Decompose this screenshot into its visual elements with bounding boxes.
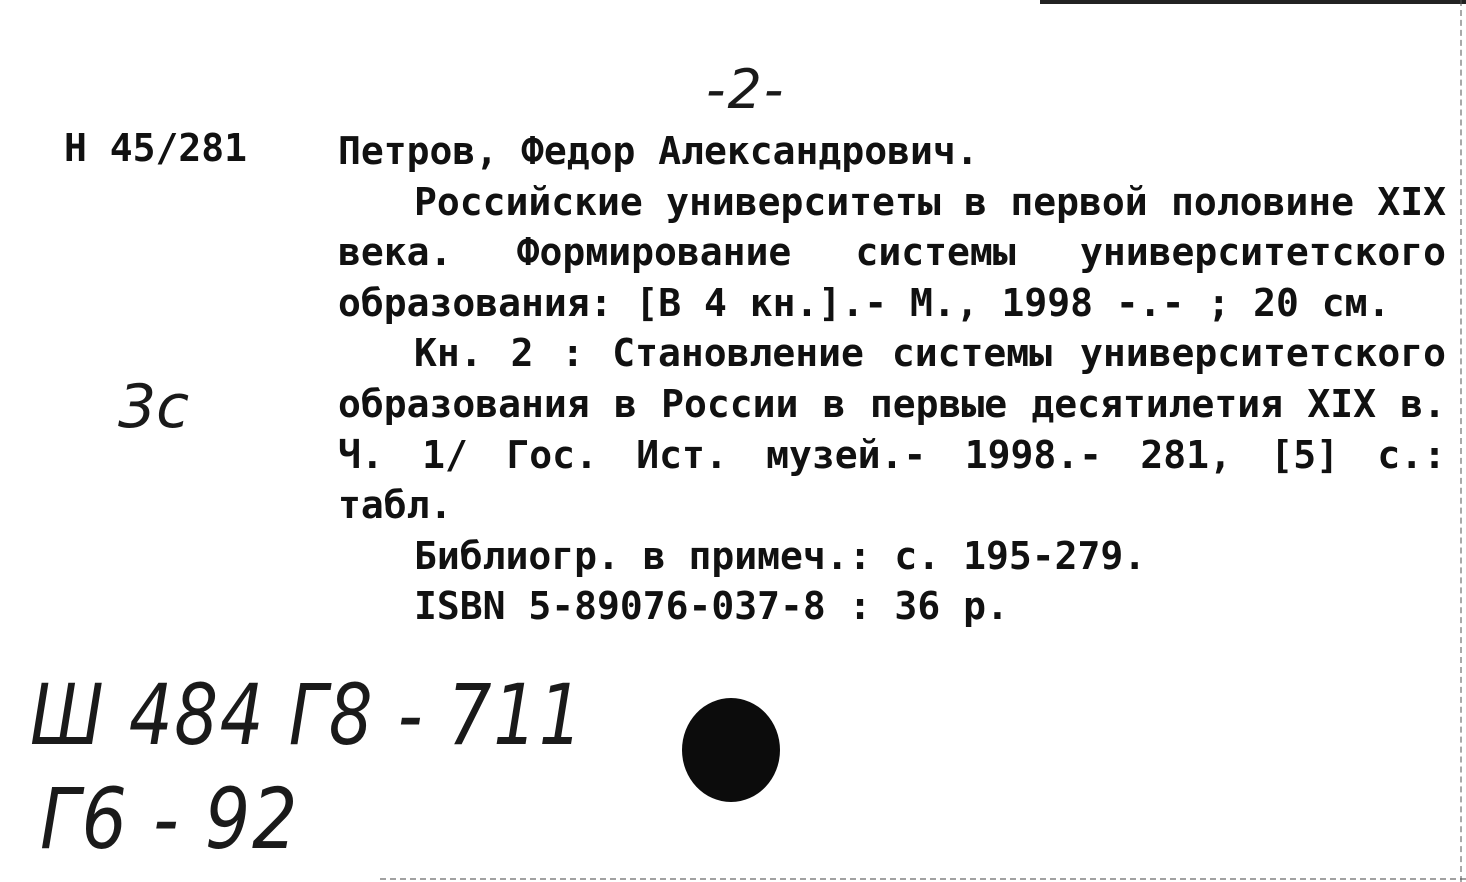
shelf-mark-primary: Ш 484 Г8 - 711 bbox=[30, 666, 585, 764]
author-heading: Петров, Федор Александрович. bbox=[338, 129, 979, 173]
card-top-edge bbox=[1040, 0, 1466, 4]
punched-hole bbox=[682, 698, 780, 802]
card-bottom-edge bbox=[380, 878, 1466, 881]
bibliography-note: Библиогр. в примеч.: с. 195-279. bbox=[414, 533, 1147, 578]
title-description: Российские университеты в первой половине XIX века. Формирование системы университетского образования: [В 4 кн.].- М., 1998 -.- ; 20 см. bbox=[338, 179, 1446, 325]
page-number: -2- bbox=[706, 58, 786, 121]
shelf-mark-secondary: Г6 - 92 bbox=[40, 770, 300, 868]
volume-description: Кн. 2 : Становление системы университетского образования в России в первые десятилетия XIX в. Ч. 1/ Гос. Ист. музей.- 1998.- 281, [5] с.: табл. bbox=[338, 331, 1446, 528]
card-right-edge bbox=[1460, 0, 1463, 882]
call-number: Н 45/281 bbox=[64, 126, 248, 170]
isbn-price: ISBN 5-89076-037-8 : 36 р. bbox=[414, 584, 1009, 629]
bibliographic-entry bbox=[338, 126, 1446, 632]
handwritten-note: 3с bbox=[118, 372, 190, 442]
